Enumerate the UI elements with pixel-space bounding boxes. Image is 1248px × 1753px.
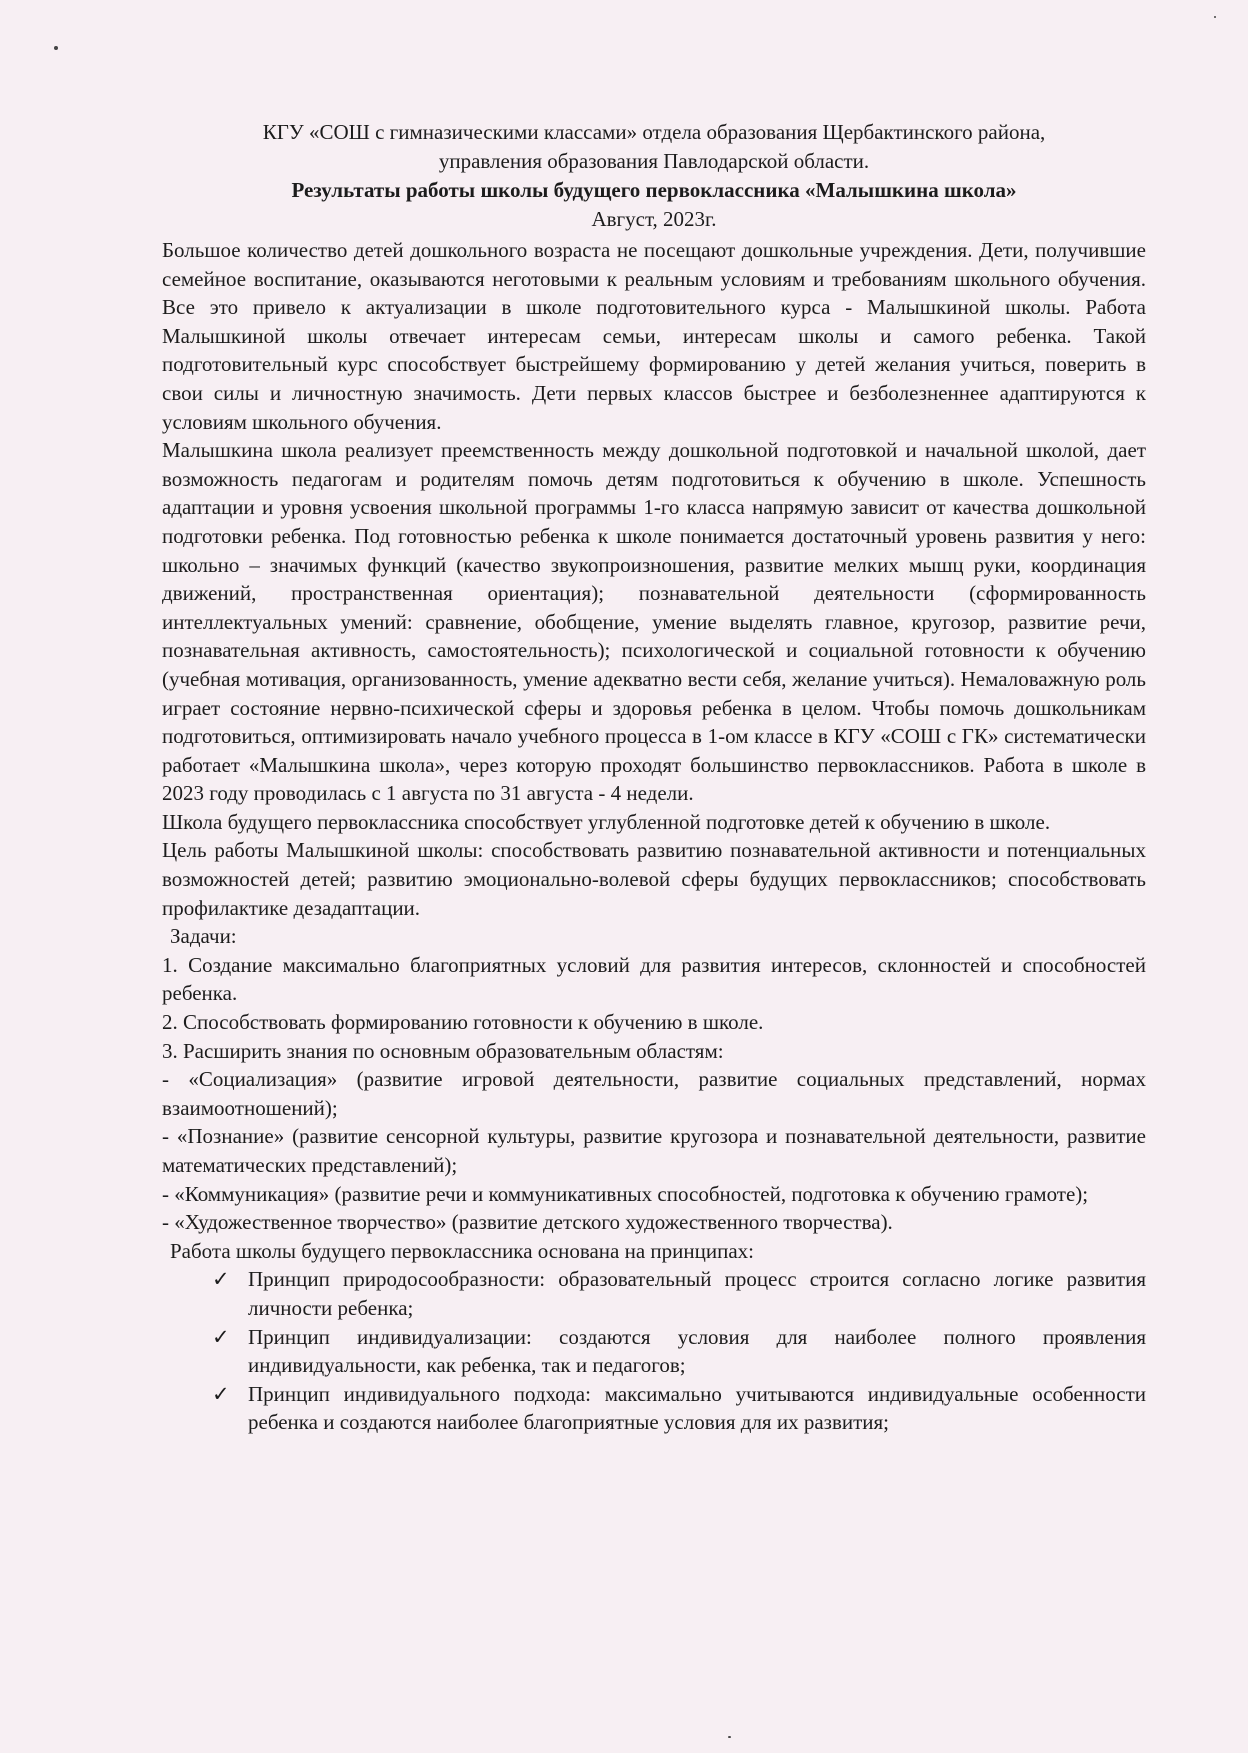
task-1: 1. Создание максимально благоприятных условий для развития интересов, склонностей и способностей ребенка. <box>162 952 1146 1006</box>
paragraph-intro: Большое количество детей дошкольного возраста не посещают дошкольные учреждения. Дети, получившие семейное воспитание, оказываются неготовыми к реальным условиям и требованиям школьного обучения. Все это привело к актуализации в школе подготовительного курса - Малышкиной школы. Работа Малышкиной школы отвечает интересам семьи, интересам школы и самого ребенка. Такой подготовительный курс способствует быстрейшему формированию у детей желания учиться, поверить в свои силы и личностную значимость. Дети первых классов быстрее и безболезненнее адаптируются к условиям школьного обучения. <box>162 238 1146 434</box>
list-item <box>212 1380 1146 1437</box>
header-line-2: управления образования Павлодарской области. <box>438 149 870 173</box>
paragraph-goal: Цель работы Малышкиной школы: способствовать развитию познавательной активности и потенциальных возможностей детей; развитию эмоционально-волевой сферы будущих первоклассников; способствовать профилактике дезадаптации. <box>162 838 1146 920</box>
header-line-1: КГУ «СОШ с гимназическими классами» отдела образования Щербактинского района, <box>262 120 1046 144</box>
checkmark-icon: ✓ <box>212 1381 230 1406</box>
principles-list <box>162 1265 1146 1437</box>
area-socialization: - «Социализация» (развитие игровой деятельности, развитие социальных представлений, нормах взаимоотношений); <box>162 1067 1146 1120</box>
principle-text: Принцип индивидуализации: создаются условия для наиболее полного проявления индивидуальности, как ребенка, так и педагогов; <box>248 1324 1146 1378</box>
scan-speck <box>728 1736 731 1738</box>
tasks-heading: Задачи: <box>170 924 237 949</box>
area-cognition: - «Познание» (развитие сенсорной культуры, развитие кругозора и познавательной деятельности, развитие математических представлений); <box>162 1124 1146 1177</box>
area-art: - «Художественное творчество» (развитие детского художественного творчества). <box>162 1210 893 1235</box>
paragraph-purpose: Школа будущего первоклассника способствует углубленной подготовке детей к обучению в школе. <box>162 809 1051 834</box>
principles-heading: Работа школы будущего первоклассника основана на принципах: <box>170 1238 755 1263</box>
task-2: 2. Способствовать формированию готовности к обучению в школе. <box>162 1010 764 1035</box>
checkmark-icon: ✓ <box>212 1267 230 1292</box>
paragraph-continuity: Малышкина школа реализует преемственность между дошкольной подготовкой и начальной школой, дает возможность педагогам и родителям помочь детям подготовиться к обучению в школе. Успешность адаптации и уровня усвоения школьной программы 1-го класса напрямую зависит от качества дошкольной подготовки ребенка. Под готовностью ребенка к школе понимается достаточный уровень развития у него: школьно – значимых функций (качество звукопроизношения, развитие мелких мышц руки, координация движений, пространственная ориентация); познавательной деятельности (сформированность интеллектуальных умений: сравнение, обобщение, умение выделять главное, кругозор, развитие речи, познавательная активность, самостоятельность); психологической и социальной готовности к обучению (учебная мотивация, организованность, умение адекватно вести себя, желание учиться). Немаловажную роль играет состояние нервно-психической сферы и здоровья ребенка в целом. Чтобы помочь дошкольникам подготовиться, оптимизировать начало учебного процесса в 1-ом классе в КГУ «СОШ с ГК» систематически работает «Малышкина школа», через которую проходят большинство первоклассников. Работа в школе в 2023 году проводилась с 1 августа по 31 августа - 4 недели. <box>162 438 1146 806</box>
scan-speck <box>54 46 58 50</box>
checkmark-icon: ✓ <box>212 1324 230 1349</box>
task-3: 3. Расширить знания по основным образовательным областям: <box>162 1038 724 1063</box>
list-item <box>212 1323 1146 1380</box>
document-title: Результаты работы школы будущего первоклассника «Малышкина школа» <box>291 178 1017 202</box>
area-communication: - «Коммуникация» (развитие речи и коммуникативных способностей, подготовка к обучению грамоте); <box>162 1181 1089 1206</box>
principle-text: Принцип природосообразности: образовательный процесс строится согласно логике развития личности ребенка; <box>248 1267 1146 1320</box>
document-page <box>162 118 1146 1437</box>
scan-speck <box>1214 16 1216 18</box>
principle-text: Принцип индивидуального подхода: максимально учитываются индивидуальные особенности ребенка и создаются наиболее благоприятные условия для их развития; <box>248 1381 1146 1435</box>
list-item <box>212 1265 1146 1322</box>
document-date: Август, 2023г. <box>591 207 717 231</box>
